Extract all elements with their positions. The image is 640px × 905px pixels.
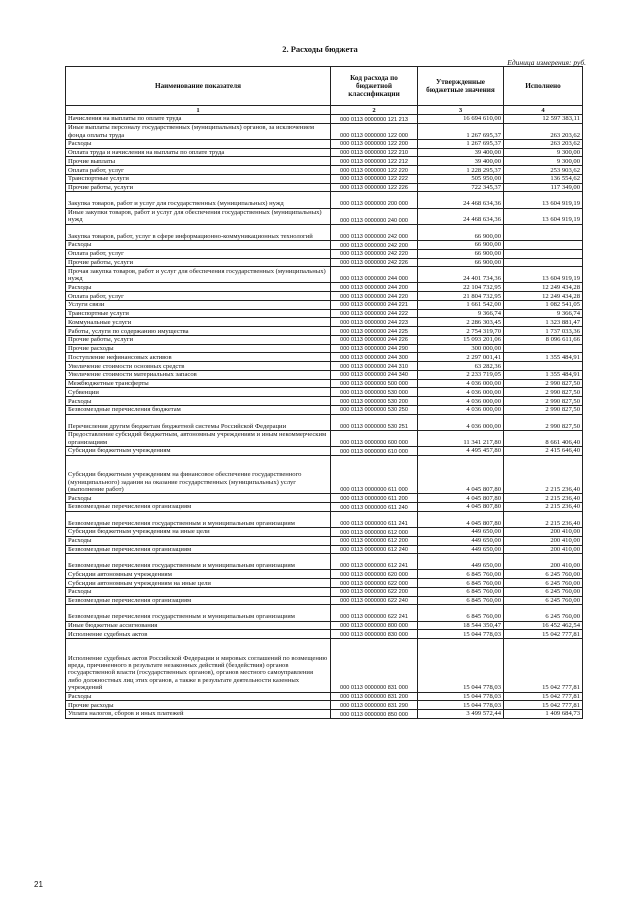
row-name: Увеличение стоимости основных средств	[66, 362, 331, 371]
row-name: Уплата налогов, сборов и иных платежей	[66, 710, 331, 719]
row-approved: 449 650,00	[418, 554, 504, 570]
row-code: 000 0113 0000000 600 000	[331, 430, 418, 446]
row-executed	[504, 224, 583, 240]
row-code: 000 0113 0000000 830 000	[331, 630, 418, 639]
row-code: 000 0113 0000000 530 250	[331, 405, 418, 414]
row-executed	[504, 241, 583, 250]
page-number: 21	[34, 880, 43, 889]
row-name: Расходы	[66, 241, 331, 250]
row-code: 000 0113 0000000 122 220	[331, 166, 418, 175]
header-code: Код расхода по бюджетной классификации	[331, 67, 418, 106]
row-code: 000 0113 0000000 612 000	[331, 528, 418, 537]
row-approved: 1 267 695,37	[418, 139, 504, 148]
row-approved: 2 286 303,45	[418, 318, 504, 327]
row-code: 000 0113 0000000 611 000	[331, 455, 418, 494]
row-name: Расходы	[66, 397, 331, 406]
row-name: Работы, услуги по содержанию имущества	[66, 327, 331, 336]
row-name: Безвозмездные перечисления государственным и муниципальным организациям	[66, 554, 331, 570]
row-approved: 449 650,00	[418, 545, 504, 554]
row-executed: 2 215 236,40	[504, 503, 583, 512]
row-code: 000 0113 0000000 240 000	[331, 208, 418, 224]
expenses-table	[65, 66, 583, 719]
table-row	[66, 157, 583, 166]
row-name: Иные выплаты персоналу государственных (муниципальных) органов, за исключением фонда оплаты труда	[66, 123, 331, 139]
row-executed: 9 300,00	[504, 148, 583, 157]
table-row	[66, 267, 583, 283]
column-numbers-row	[66, 106, 583, 115]
row-name: Безвозмездные перечисления организациям	[66, 503, 331, 512]
row-name: Субсидии автономным учреждениям	[66, 570, 331, 579]
row-executed: 13 604 919,19	[504, 267, 583, 283]
row-executed: 1 409 684,73	[504, 710, 583, 719]
row-code: 000 0113 0000000 242 000	[331, 224, 418, 240]
row-code: 000 0113 0000000 244 340	[331, 370, 418, 379]
row-name: Расходы	[66, 139, 331, 148]
row-executed: 200 410,00	[504, 536, 583, 545]
row-name: Расходы	[66, 692, 331, 701]
row-executed: 15 042 777,81	[504, 630, 583, 639]
table-row	[66, 192, 583, 208]
table-row	[66, 511, 583, 527]
row-executed	[504, 258, 583, 267]
row-approved: 4 045 807,80	[418, 455, 504, 494]
row-approved: 4 495 457,80	[418, 447, 504, 456]
row-name: Прочие работы, услуги	[66, 183, 331, 192]
table-row	[66, 300, 583, 309]
row-approved: 6 845 760,00	[418, 605, 504, 621]
row-name: Безвозмездные перечисления организациям	[66, 545, 331, 554]
table-row	[66, 362, 583, 371]
row-approved: 6 845 760,00	[418, 570, 504, 579]
row-executed: 12 249 434,28	[504, 292, 583, 301]
row-name: Транспортные услуги	[66, 174, 331, 183]
row-approved: 4 036 000,00	[418, 414, 504, 430]
row-approved: 15 044 778,03	[418, 701, 504, 710]
row-executed: 16 452 462,54	[504, 621, 583, 630]
row-code: 000 0113 0000000 612 200	[331, 536, 418, 545]
row-name: Иные закупки товаров, работ и услуг для обеспечения государственных (муниципальных) нужд	[66, 208, 331, 224]
row-name: Иные бюджетные ассигнования	[66, 621, 331, 630]
table-row	[66, 123, 583, 139]
table-row	[66, 554, 583, 570]
row-executed: 2 990 827,50	[504, 397, 583, 406]
table-row	[66, 587, 583, 596]
row-code: 000 0113 0000000 122 226	[331, 183, 418, 192]
table-row	[66, 710, 583, 719]
row-code: 000 0113 0000000 612 240	[331, 545, 418, 554]
table-row	[66, 596, 583, 605]
row-executed: 6 245 760,00	[504, 596, 583, 605]
row-executed: 12 249 434,28	[504, 283, 583, 292]
row-executed: 1 737 033,36	[504, 327, 583, 336]
row-code: 000 0113 0000000 244 221	[331, 300, 418, 309]
row-code: 000 0113 0000000 622 200	[331, 587, 418, 596]
row-approved: 6 845 760,00	[418, 579, 504, 588]
row-approved: 4 036 000,00	[418, 388, 504, 397]
row-name: Расходы	[66, 283, 331, 292]
table-row	[66, 208, 583, 224]
row-name: Безвозмездные перечисления организациям	[66, 596, 331, 605]
row-code: 000 0113 0000000 800 000	[331, 621, 418, 630]
row-approved: 449 650,00	[418, 528, 504, 537]
row-approved: 18 544 350,47	[418, 621, 504, 630]
row-name: Оплата работ, услуг	[66, 249, 331, 258]
table-row	[66, 447, 583, 456]
row-name: Предоставление субсидий бюджетным, автономным учреждениям и иным некоммерческим организациям	[66, 430, 331, 446]
row-code: 000 0113 0000000 121 213	[331, 115, 418, 124]
row-approved: 1 661 542,00	[418, 300, 504, 309]
row-name: Закупка товаров, работ, услуг в сфере информационно-коммуникационных технологий	[66, 224, 331, 240]
row-name: Безвозмездные перечисления бюджетам	[66, 405, 331, 414]
row-approved: 6 845 760,00	[418, 596, 504, 605]
table-row	[66, 536, 583, 545]
row-approved: 2 297 001,41	[418, 353, 504, 362]
row-executed: 6 245 760,00	[504, 605, 583, 621]
row-code: 000 0113 0000000 122 212	[331, 157, 418, 166]
row-executed: 15 042 777,81	[504, 692, 583, 701]
row-code: 000 0113 0000000 620 000	[331, 570, 418, 579]
row-name: Прочие работы, услуги	[66, 335, 331, 344]
row-executed: 2 215 236,40	[504, 511, 583, 527]
row-executed: 2 990 827,50	[504, 405, 583, 414]
row-approved: 22 104 732,95	[418, 283, 504, 292]
row-code: 000 0113 0000000 831 200	[331, 692, 418, 701]
row-code: 000 0113 0000000 611 240	[331, 503, 418, 512]
row-approved: 15 044 778,03	[418, 639, 504, 692]
table-header-row	[66, 67, 583, 106]
row-executed: 13 604 919,19	[504, 192, 583, 208]
row-code: 000 0113 0000000 242 220	[331, 249, 418, 258]
row-name: Расходы	[66, 494, 331, 503]
row-name: Субсидии бюджетным учреждениям на финансовое обеспечение государственного (муниципального) задания на оказание государственных (муниципальных) услуг (выполнение работ)	[66, 455, 331, 494]
row-approved: 16 694 610,00	[418, 115, 504, 124]
table-row	[66, 318, 583, 327]
row-name: Увеличение стоимости материальных запасов	[66, 370, 331, 379]
table-row	[66, 494, 583, 503]
row-approved: 24 401 734,36	[418, 267, 504, 283]
table-row	[66, 292, 583, 301]
row-approved: 15 044 778,03	[418, 630, 504, 639]
table-row	[66, 353, 583, 362]
row-code: 000 0113 0000000 200 000	[331, 192, 418, 208]
row-name: Прочие расходы	[66, 701, 331, 710]
table-row	[66, 283, 583, 292]
row-code: 000 0113 0000000 244 225	[331, 327, 418, 336]
row-approved: 24 468 634,36	[418, 208, 504, 224]
table-row	[66, 139, 583, 148]
row-name: Прочая закупка товаров, работ и услуг для обеспечения государственных (муниципальных) нужд	[66, 267, 331, 283]
row-executed: 8 661 406,40	[504, 430, 583, 446]
row-executed: 9 300,00	[504, 157, 583, 166]
table-row	[66, 430, 583, 446]
section-title: 2. Расходы бюджета	[282, 44, 358, 54]
row-approved: 66 900,00	[418, 241, 504, 250]
row-name: Коммунальные услуги	[66, 318, 331, 327]
table-row	[66, 692, 583, 701]
table-row	[66, 249, 583, 258]
row-executed: 6 245 760,00	[504, 579, 583, 588]
row-code: 000 0113 0000000 622 241	[331, 605, 418, 621]
row-approved: 4 036 000,00	[418, 379, 504, 388]
row-code: 000 0113 0000000 530 000	[331, 388, 418, 397]
table-row	[66, 630, 583, 639]
row-name: Поступление нефинансовых активов	[66, 353, 331, 362]
table-row	[66, 701, 583, 710]
column-number: 4	[504, 106, 583, 115]
unit-label: Единица измерения: руб.	[507, 58, 586, 67]
row-code: 000 0113 0000000 850 000	[331, 710, 418, 719]
row-code: 000 0113 0000000 622 000	[331, 579, 418, 588]
row-approved: 722 345,37	[418, 183, 504, 192]
row-approved: 66 900,00	[418, 224, 504, 240]
row-name: Прочие выплаты	[66, 157, 331, 166]
row-code: 000 0113 0000000 244 226	[331, 335, 418, 344]
header-approved: Утвержденные бюджетные значения	[418, 67, 504, 106]
table-row	[66, 503, 583, 512]
row-approved: 6 845 760,00	[418, 587, 504, 596]
row-code: 000 0113 0000000 530 200	[331, 397, 418, 406]
table-row	[66, 605, 583, 621]
column-number: 3	[418, 106, 504, 115]
row-approved: 4 045 807,80	[418, 511, 504, 527]
row-approved: 39 400,00	[418, 148, 504, 157]
row-name: Исполнение судебных актов Российской Федерации и мировых соглашений по возмещению вреда, причиненного в результате незаконных действий (бездействия) органов государственной власти (государственных органов), органов местного самоуправления либо должностных лиц этих органов, а также в результате деятельности казенных учреждений	[66, 639, 331, 692]
row-name: Оплата работ, услуг	[66, 292, 331, 301]
table-row	[66, 455, 583, 494]
row-executed: 1 355 484,91	[504, 353, 583, 362]
row-name: Перечисления другим бюджетам бюджетной системы Российской Федерации	[66, 414, 331, 430]
row-approved: 4 036 000,00	[418, 405, 504, 414]
row-name: Исполнение судебных актов	[66, 630, 331, 639]
row-executed: 136 554,62	[504, 174, 583, 183]
table-row	[66, 405, 583, 414]
row-code: 000 0113 0000000 122 000	[331, 123, 418, 139]
row-name: Межбюджетные трансферты	[66, 379, 331, 388]
row-executed	[504, 344, 583, 353]
row-executed: 2 415 646,40	[504, 447, 583, 456]
row-executed: 6 245 760,00	[504, 570, 583, 579]
table-row	[66, 183, 583, 192]
row-approved: 1 228 295,37	[418, 166, 504, 175]
row-name: Оплата работ, услуг	[66, 166, 331, 175]
row-name: Прочие работы, услуги	[66, 258, 331, 267]
row-name: Прочие расходы	[66, 344, 331, 353]
row-code: 000 0113 0000000 242 200	[331, 241, 418, 250]
row-name: Субвенции	[66, 388, 331, 397]
row-executed: 2 215 236,40	[504, 494, 583, 503]
row-name: Оплата труда и начисления на выплаты по оплате труда	[66, 148, 331, 157]
header-executed: Исполнено	[504, 67, 583, 106]
row-code: 000 0113 0000000 242 226	[331, 258, 418, 267]
table-row	[66, 414, 583, 430]
row-code: 000 0113 0000000 611 200	[331, 494, 418, 503]
row-executed	[504, 362, 583, 371]
row-name: Субсидии автономным учреждениям на иные цели	[66, 579, 331, 588]
row-code: 000 0113 0000000 530 251	[331, 414, 418, 430]
row-approved: 4 045 807,80	[418, 494, 504, 503]
table-row	[66, 258, 583, 267]
row-code: 000 0113 0000000 244 310	[331, 362, 418, 371]
row-code: 000 0113 0000000 244 223	[331, 318, 418, 327]
row-approved: 1 267 695,37	[418, 123, 504, 139]
row-approved: 15 093 201,06	[418, 335, 504, 344]
row-executed: 200 410,00	[504, 528, 583, 537]
table-row	[66, 344, 583, 353]
row-approved: 449 650,00	[418, 536, 504, 545]
row-approved: 3 499 572,44	[418, 710, 504, 719]
table-row	[66, 174, 583, 183]
table-row	[66, 224, 583, 240]
row-executed: 2 990 827,50	[504, 388, 583, 397]
column-number: 2	[331, 106, 418, 115]
row-executed: 15 042 777,81	[504, 701, 583, 710]
row-name: Начисления на выплаты по оплате труда	[66, 115, 331, 124]
row-executed: 6 245 760,00	[504, 587, 583, 596]
row-code: 000 0113 0000000 622 240	[331, 596, 418, 605]
row-executed: 200 410,00	[504, 545, 583, 554]
row-code: 000 0113 0000000 831 290	[331, 701, 418, 710]
row-executed: 200 410,00	[504, 554, 583, 570]
row-name: Расходы	[66, 587, 331, 596]
row-code: 000 0113 0000000 244 220	[331, 292, 418, 301]
table-row	[66, 241, 583, 250]
row-approved: 4 036 000,00	[418, 397, 504, 406]
column-number: 1	[66, 106, 331, 115]
row-approved: 66 900,00	[418, 258, 504, 267]
row-name: Безвозмездные перечисления государственным и муниципальным организациям	[66, 605, 331, 621]
table-row	[66, 370, 583, 379]
row-approved: 66 900,00	[418, 249, 504, 258]
row-approved: 2 233 719,05	[418, 370, 504, 379]
row-name: Безвозмездные перечисления государственным и муниципальным организациям	[66, 511, 331, 527]
row-executed: 2 215 236,40	[504, 455, 583, 494]
row-executed: 9 366,74	[504, 309, 583, 318]
table-row	[66, 639, 583, 692]
table-row	[66, 579, 583, 588]
table-row	[66, 166, 583, 175]
table-row	[66, 570, 583, 579]
row-executed: 2 990 827,50	[504, 414, 583, 430]
row-code: 000 0113 0000000 244 222	[331, 309, 418, 318]
row-approved: 21 804 732,95	[418, 292, 504, 301]
row-approved: 15 044 778,03	[418, 692, 504, 701]
row-executed: 8 096 611,66	[504, 335, 583, 344]
row-code: 000 0113 0000000 244 290	[331, 344, 418, 353]
row-approved: 300 000,00	[418, 344, 504, 353]
row-executed: 2 990 827,50	[504, 379, 583, 388]
row-approved: 63 282,36	[418, 362, 504, 371]
row-name: Субсидии бюджетным учреждениям на иные цели	[66, 528, 331, 537]
row-code: 000 0113 0000000 612 241	[331, 554, 418, 570]
row-executed: 12 597 383,11	[504, 115, 583, 124]
row-name: Расходы	[66, 536, 331, 545]
row-approved: 9 366,74	[418, 309, 504, 318]
header-name: Наименование показателя	[66, 67, 331, 106]
row-code: 000 0113 0000000 244 300	[331, 353, 418, 362]
row-name: Услуги связи	[66, 300, 331, 309]
row-name: Субсидии бюджетным учреждениям	[66, 447, 331, 456]
row-code: 000 0113 0000000 610 000	[331, 447, 418, 456]
row-code: 000 0113 0000000 122 200	[331, 139, 418, 148]
table-row	[66, 115, 583, 124]
row-executed: 1 323 881,47	[504, 318, 583, 327]
row-executed: 13 604 919,19	[504, 208, 583, 224]
row-approved: 39 400,00	[418, 157, 504, 166]
row-approved: 2 754 319,70	[418, 327, 504, 336]
row-executed: 15 042 777,81	[504, 639, 583, 692]
row-name: Транспортные услуги	[66, 309, 331, 318]
row-executed: 253 903,62	[504, 166, 583, 175]
row-code: 000 0113 0000000 244 000	[331, 267, 418, 283]
row-name: Закупка товаров, работ и услуг для государственных (муниципальных) нужд	[66, 192, 331, 208]
table-row	[66, 327, 583, 336]
row-code: 000 0113 0000000 611 241	[331, 511, 418, 527]
row-code: 000 0113 0000000 122 210	[331, 148, 418, 157]
table-row	[66, 388, 583, 397]
row-executed: 263 203,62	[504, 139, 583, 148]
row-executed: 1 082 541,05	[504, 300, 583, 309]
row-code: 000 0113 0000000 244 200	[331, 283, 418, 292]
table-row	[66, 309, 583, 318]
table-row	[66, 545, 583, 554]
row-approved: 4 045 807,80	[418, 503, 504, 512]
row-executed: 263 203,62	[504, 123, 583, 139]
table-row	[66, 397, 583, 406]
row-executed: 1 355 484,91	[504, 370, 583, 379]
table-row	[66, 621, 583, 630]
row-approved: 24 468 634,36	[418, 192, 504, 208]
table-row	[66, 528, 583, 537]
row-code: 000 0113 0000000 122 222	[331, 174, 418, 183]
row-approved: 505 950,00	[418, 174, 504, 183]
table-row	[66, 379, 583, 388]
table-row	[66, 335, 583, 344]
row-executed	[504, 249, 583, 258]
row-approved: 11 341 217,80	[418, 430, 504, 446]
row-executed: 117 349,00	[504, 183, 583, 192]
table-row	[66, 148, 583, 157]
row-code: 000 0113 0000000 831 000	[331, 639, 418, 692]
row-code: 000 0113 0000000 500 000	[331, 379, 418, 388]
